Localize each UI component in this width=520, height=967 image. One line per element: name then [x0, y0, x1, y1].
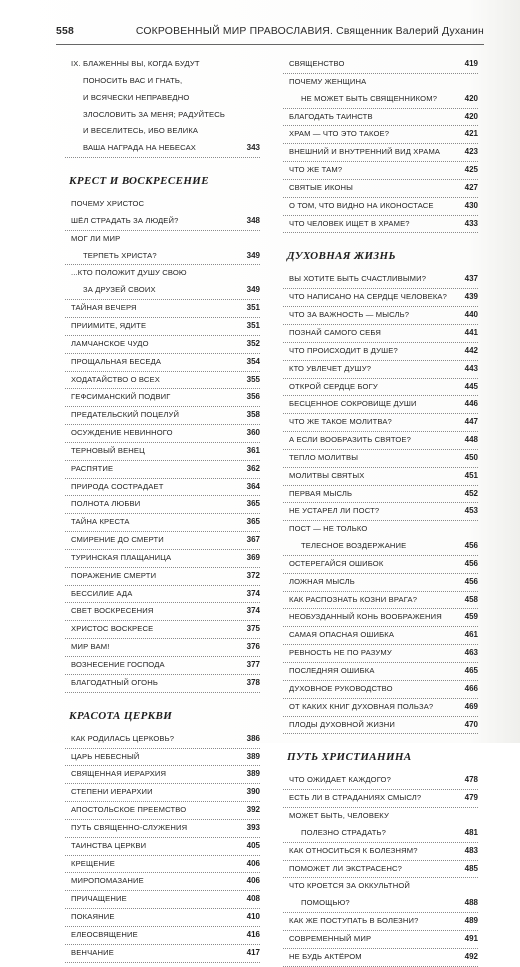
toc-entry-page: 481 — [464, 827, 478, 837]
toc-entry-page: 360 — [246, 428, 260, 438]
toc-entry — [283, 289, 478, 307]
toc-entry-page: 416 — [246, 929, 260, 939]
toc-entry-page: 369 — [246, 552, 260, 562]
toc-entry — [65, 496, 260, 514]
toc-entry — [283, 681, 478, 699]
toc-entry-title: ТЕПЛО МОЛИТВЫ — [289, 452, 359, 462]
toc-group — [283, 56, 478, 233]
toc-entry-title: ЛАМЧАНСКОЕ ЧУДО — [71, 338, 149, 348]
toc-entry-title: МИРОПОМАЗАНИЕ — [71, 876, 144, 886]
toc-entry-page: 456 — [464, 558, 478, 568]
toc-entry-title: ТАЙНА КРЕСТА — [71, 517, 130, 527]
toc-entry — [283, 198, 478, 216]
toc-entry-title: ...КТО ПОЛОЖИТ ДУШУ СВОЮ — [71, 268, 187, 278]
toc-entry — [65, 372, 260, 390]
toc-entry-title: ВАША НАГРАДА НА НЕБЕСАХ — [83, 143, 197, 153]
toc-entry-title: ОТКРОЙ СЕРДЦЕ БОГУ — [289, 381, 378, 391]
toc-entry-page: 427 — [464, 182, 478, 192]
toc-entry-title: ПРИИМИТЕ, ЯДИТЕ — [71, 320, 147, 330]
toc-entry-page: 456 — [464, 576, 478, 586]
toc-entry — [283, 790, 478, 808]
toc-entry-title: ЛОЖНАЯ МЫСЛЬ — [289, 576, 355, 586]
toc-entry-title: СВЯЩЕНСТВО — [289, 59, 345, 68]
toc-entry — [65, 282, 260, 300]
toc-entry-page: 458 — [464, 594, 478, 604]
toc-entry-title: ОТ КАКИХ КНИГ ДУХОВНАЯ ПОЛЬЗА? — [289, 701, 434, 711]
toc-entry-page: 410 — [246, 912, 260, 922]
toc-entry — [283, 126, 478, 144]
toc-group — [65, 731, 260, 963]
toc-entry-title: ЗА ДРУЗЕЙ СВОИХ — [83, 285, 156, 295]
toc-entry-title: СМИРЕНИЕ ДО СМЕРТИ — [71, 535, 164, 545]
toc-entry — [65, 621, 260, 639]
toc-entry-page: 377 — [246, 660, 260, 669]
toc-entry — [65, 586, 260, 604]
toc-entry-page: 417 — [246, 947, 260, 957]
toc-entry-page: 479 — [464, 793, 478, 803]
toc-entry-title: КАК РАСПОЗНАТЬ КОЗНИ ВРАГА? — [289, 594, 418, 604]
toc-entry-title: БЕССИЛИЕ АДА — [71, 588, 133, 598]
toc-entry-title: САМАЯ ОПАСНАЯ ОШИБКА — [289, 630, 395, 640]
toc-entry-page: 361 — [246, 445, 260, 455]
toc-entry-page: 440 — [464, 310, 478, 320]
running-header — [56, 22, 484, 45]
toc-entry-title: О ТОМ, ЧТО ВИДНО НА ИКОНОСТАСЕ — [289, 200, 434, 210]
toc-entry — [283, 861, 478, 879]
toc-entry — [65, 123, 260, 140]
toc-entry-title: ТАЙНАЯ ВЕЧЕРЯ — [71, 303, 137, 313]
toc-entry — [283, 808, 478, 825]
toc-entry-title: БЛАГОДАТНЫЙ ОГОНЬ — [71, 677, 158, 687]
toc-entry-page: 459 — [464, 612, 478, 622]
toc-entry — [283, 699, 478, 717]
toc-entry-title: IX. БЛАЖЕННЫ ВЫ, КОГДА БУДУТ — [71, 59, 200, 68]
toc-entry-title: ПОЗНАЙ САМОГО СЕБЯ — [289, 327, 382, 337]
toc-entry — [283, 717, 478, 735]
toc-entry-page: 351 — [246, 320, 260, 330]
toc-entry — [65, 336, 260, 354]
toc-entry — [65, 514, 260, 532]
toc-entry-page: 423 — [464, 147, 478, 157]
toc-entry — [283, 825, 478, 843]
toc-entry-title: ПЕРВАЯ МЫСЛЬ — [289, 488, 353, 498]
toc-entry — [65, 140, 260, 158]
toc-entry — [65, 639, 260, 657]
toc-entry — [65, 300, 260, 318]
toc-entry-title: ГЕФСИМАНСКИЙ ПОДВИГ — [71, 392, 171, 402]
page-number: 558 — [56, 26, 74, 37]
toc-entry — [65, 927, 260, 945]
toc-entry-title: КАК ЖЕ ПОСТУПАТЬ В БОЛЕЗНИ? — [289, 916, 419, 926]
toc-entry-title: ПОКАЯНИЕ — [71, 912, 115, 922]
toc-entry — [283, 486, 478, 504]
toc-group — [65, 196, 260, 693]
toc-entry-page: 425 — [464, 165, 478, 175]
toc-entry-page: 448 — [464, 435, 478, 445]
toc-entry-page: 453 — [464, 506, 478, 516]
toc-entry-page: 389 — [246, 751, 260, 761]
toc-entry-title: ВНЕШНИЙ И ВНУТРЕННИЙ ВИД ХРАМА — [289, 147, 441, 157]
toc-entry — [283, 843, 478, 861]
toc-entry — [65, 248, 260, 266]
toc-entry-title: ХРАМ — ЧТО ЭТО ТАКОЕ? — [289, 129, 390, 139]
toc-entry-page: 393 — [246, 822, 260, 832]
toc-entry-title: ПОЧЕМУ ЖЕНЩИНА — [289, 76, 367, 86]
toc-entry — [283, 162, 478, 180]
toc-entry-title: ЗЛОСЛОВИТЬ ЗА МЕНЯ; РАДУЙТЕСЬ — [83, 109, 226, 119]
toc-entry-title: НЕ МОЖЕТ БЫТЬ СВЯЩЕННИКОМ? — [301, 93, 438, 103]
toc-entry-page: 419 — [464, 59, 478, 68]
toc-entry-title: И ВЕСЕЛИТЕСЬ, ИБО ВЕЛИКА — [83, 126, 199, 136]
toc-entry — [283, 663, 478, 681]
toc-entry-page: 378 — [246, 677, 260, 687]
toc-entry — [65, 657, 260, 675]
toc-entry-title: АПОСТОЛЬСКОЕ ПРЕЕМСТВО — [71, 805, 187, 815]
toc-entry — [283, 521, 478, 538]
toc-entry — [65, 318, 260, 336]
toc-entry-page: 352 — [246, 338, 260, 348]
toc-entry — [283, 913, 478, 931]
toc-entry-page: 349 — [246, 250, 260, 260]
toc-entry-title: ХРИСТОС ВОСКРЕСЕ — [71, 624, 154, 634]
toc-entry — [65, 196, 260, 213]
toc-entry-page: 406 — [246, 876, 260, 886]
toc-entry-page: 405 — [246, 840, 260, 850]
toc-entry-page: 406 — [246, 858, 260, 868]
toc-entry — [65, 479, 260, 497]
toc-entry-title: ПРИЧАЩЕНИЕ — [71, 894, 127, 904]
toc-entry-title: КАК ОТНОСИТЬСЯ К БОЛЕЗНЯМ? — [289, 845, 418, 855]
toc-entry-page: 392 — [246, 805, 260, 815]
running-title: СОКРОВЕННЫЙ МИР ПРАВОСЛАВИЯ. Священник Валерий Духанин — [135, 26, 484, 37]
toc-entry — [65, 838, 260, 856]
toc-entry — [283, 74, 478, 91]
toc-entry-page: 465 — [464, 666, 478, 675]
toc-entry-page: 349 — [246, 285, 260, 295]
toc-entry-title: ХОДАТАЙСТВО О ВСЕХ — [71, 374, 160, 384]
toc-entry-title: ПОМОЖЕТ ЛИ ЭКСТРАСЕНС? — [289, 863, 402, 873]
toc-entry-page: 463 — [464, 648, 478, 658]
toc-entry-page: 451 — [464, 470, 478, 480]
toc-entry — [283, 574, 478, 592]
toc-entry-title: МОЖЕТ БЫТЬ, ЧЕЛОВЕКУ — [289, 811, 389, 821]
toc-entry-title: НЕОБУЗДАННЫЙ КОНЬ ВООБРАЖЕНИЯ — [289, 612, 442, 622]
toc-entry — [283, 307, 478, 325]
toc-entry-title: НЕ УСТАРЕЛ ЛИ ПОСТ? — [289, 506, 380, 516]
toc-entry-page: 478 — [464, 775, 478, 785]
toc-entry-title: СТЕПЕНИ ИЕРАРХИИ — [71, 787, 153, 797]
toc-entry-page: 374 — [246, 606, 260, 616]
toc-entry-page: 386 — [246, 733, 260, 743]
toc-entry-page: 450 — [464, 452, 478, 462]
toc-entry — [65, 532, 260, 550]
toc-entry-page: 351 — [246, 303, 260, 313]
toc-entry-title: ПОНОСИТЬ ВАС И ГНАТЬ, — [83, 75, 183, 85]
toc-entry-page: 356 — [246, 392, 260, 402]
toc-entry — [65, 56, 260, 73]
toc-entry-page: 446 — [464, 399, 478, 409]
toc-entry — [65, 909, 260, 927]
toc-entry-page: 469 — [464, 701, 478, 711]
toc-column-left — [65, 56, 260, 963]
toc-entry-page: 491 — [464, 933, 478, 943]
toc-entry — [65, 873, 260, 891]
toc-entry — [65, 603, 260, 621]
toc-entry — [65, 107, 260, 124]
toc-entry-title: ЧТО ЗА ВАЖНОСТЬ — МЫСЛЬ? — [289, 310, 410, 320]
toc-entry-page: 489 — [464, 916, 478, 926]
toc-entry — [283, 895, 478, 913]
toc-entry-title: ЧТО КРОЕТСЯ ЗА ОККУЛЬТНОЙ — [289, 881, 410, 891]
toc-entry — [65, 945, 260, 963]
toc-entry-title: ПРИРОДА СОСТРАДАЕТ — [71, 481, 164, 491]
toc-entry — [65, 550, 260, 568]
toc-entry-title: ЧТО ЖЕ ТАМ? — [289, 165, 343, 175]
toc-entry — [283, 645, 478, 663]
toc-entry — [283, 538, 478, 556]
toc-entry-page: 367 — [246, 535, 260, 545]
toc-entry-page: 470 — [464, 719, 478, 729]
toc-entry-page: 389 — [246, 769, 260, 779]
toc-entry-page: 365 — [246, 517, 260, 527]
toc-entry-page: 443 — [464, 363, 478, 373]
toc-entry-title: НЕ БУДЬ АКТЁРОМ — [289, 951, 362, 961]
toc-entry-title: БЕСЦЕННОЕ СОКРОВИЩЕ ДУШИ — [289, 399, 417, 409]
toc-entry-title: ЧТО ЧЕЛОВЕК ИЩЕТ В ХРАМЕ? — [289, 218, 410, 228]
toc-entry — [65, 425, 260, 443]
toc-entry-title: ПОМОЩЬЮ? — [301, 898, 350, 908]
toc-entry-page: 456 — [464, 541, 478, 551]
toc-entry — [283, 91, 478, 109]
section-heading-path: ПУТЬ ХРИСТИАНИНА — [287, 751, 412, 764]
toc-entry-page: 437 — [464, 274, 478, 284]
toc-entry-title: МИР ВАМ! — [71, 642, 110, 652]
toc-entry-page: 372 — [246, 570, 260, 580]
toc-entry-title: РЕВНОСТЬ НЕ ПО РАЗУМУ — [289, 648, 392, 658]
toc-entry-title: КТО УВЛЕЧЕТ ДУШУ? — [289, 363, 372, 373]
toc-entry-title: СВЕТ ВОСКРЕСЕНИЯ — [71, 606, 154, 616]
toc-entry-page: 364 — [246, 481, 260, 491]
toc-entry — [65, 407, 260, 425]
toc-entry — [65, 568, 260, 586]
toc-column-right — [283, 56, 478, 967]
toc-entry-page: 447 — [464, 417, 478, 427]
toc-entry-page: 343 — [246, 143, 260, 153]
toc-entry — [65, 766, 260, 784]
toc-entry — [283, 949, 478, 967]
toc-entry-page: 358 — [246, 410, 260, 420]
toc-entry-page: 430 — [464, 200, 478, 210]
toc-entry-title: ТЕЛЕСНОЕ ВОЗДЕРЖАНИЕ — [301, 541, 407, 551]
toc-entry-title: КАК РОДИЛАСЬ ЦЕРКОВЬ? — [71, 733, 175, 743]
toc-entry-title: ВЫ ХОТИТЕ БЫТЬ СЧАСТЛИВЫМИ? — [289, 274, 427, 284]
toc-entry-page: 439 — [464, 292, 478, 302]
toc-entry-title: ЧТО ПРОИСХОДИТ В ДУШЕ? — [289, 345, 398, 355]
toc-entry-title: ЕСТЬ ЛИ В СТРАДАНИЯХ СМЫСЛ? — [289, 793, 422, 803]
toc-entry-title: СВЯТЫЕ ИКОНЫ — [289, 182, 354, 192]
toc-entry-title: ПОЧЕМУ ХРИСТОС — [71, 199, 145, 209]
toc-entry-page: 355 — [246, 374, 260, 384]
toc-entry-title: ПРОЩАЛЬНАЯ БЕСЕДА — [71, 356, 162, 366]
toc-entry-page: 420 — [464, 93, 478, 103]
toc-entry-page: 362 — [246, 463, 260, 473]
toc-entry — [65, 73, 260, 90]
toc-entry — [283, 627, 478, 645]
toc-entry-page: 441 — [464, 327, 478, 337]
toc-entry — [283, 343, 478, 361]
toc-entry — [283, 609, 478, 627]
toc-entry-title: ПОЛНОТА ЛЮБВИ — [71, 499, 141, 509]
toc-entry — [65, 354, 260, 372]
toc-entry-title: ШЁЛ СТРАДАТЬ ЗА ЛЮДЕЙ? — [71, 215, 179, 225]
toc-entry — [65, 891, 260, 909]
toc-entry-page: 408 — [246, 894, 260, 904]
toc-entry — [65, 784, 260, 802]
toc-entry-title: ЧТО ЖЕ ТАКОЕ МОЛИТВА? — [289, 417, 392, 427]
toc-entry-page: 461 — [464, 630, 478, 640]
toc-entry — [65, 231, 260, 248]
section-heading-beauty: КРАСОТА ЦЕРКВИ — [69, 709, 173, 722]
toc-entry — [283, 931, 478, 949]
toc-entry — [65, 802, 260, 820]
toc-entry-title: ПОРАЖЕНИЕ СМЕРТИ — [71, 570, 157, 580]
toc-entry-page: 421 — [464, 129, 478, 139]
toc-entry-page: 376 — [246, 642, 260, 652]
toc-entry-title: ТЕРНОВЫЙ ВЕНЕЦ — [71, 445, 145, 455]
toc-entry-title: ЧТО НАПИСАНО НА СЕРДЦЕ ЧЕЛОВЕКА? — [289, 292, 447, 302]
toc-entry — [283, 325, 478, 343]
toc-entry-title: РАСПЯТИЕ — [71, 463, 114, 473]
toc-entry-title: ВЕНЧАНИЕ — [71, 947, 114, 957]
toc-entry-title: СОВРЕМЕННЫЙ МИР — [289, 933, 372, 943]
toc-entry — [65, 389, 260, 407]
toc-entry — [283, 592, 478, 610]
toc-entry — [65, 213, 260, 231]
toc-entry-page: 420 — [464, 111, 478, 121]
toc-entry-page: 348 — [246, 215, 260, 225]
toc-entry — [65, 265, 260, 282]
toc-entry — [283, 450, 478, 468]
toc-entry-title: ПОСТ — НЕ ТОЛЬКО — [289, 524, 368, 534]
toc-entry-title: ТЕРПЕТЬ ХРИСТА? — [83, 250, 157, 260]
section-heading-spiritual: ДУХОВНАЯ ЖИЗНЬ — [287, 250, 396, 263]
toc-entry — [65, 856, 260, 874]
toc-entry-page: 374 — [246, 588, 260, 598]
toc-entry-page: 485 — [464, 863, 478, 873]
toc-entry — [283, 271, 478, 289]
toc-entry-title: ТУРИНСКАЯ ПЛАЩАНИЦА — [71, 552, 172, 562]
toc-group — [65, 56, 260, 158]
toc-entry-title: ЕЛЕОСВЯЩЕНИЕ — [71, 929, 138, 939]
toc-entry-title: ЧТО ОЖИДАЕТ КАЖДОГО? — [289, 775, 391, 785]
toc-entry-page: 492 — [464, 951, 478, 961]
toc-entry — [283, 414, 478, 432]
toc-entry — [283, 556, 478, 574]
toc-entry-title: ОСУЖДЕНИЕ НЕВИННОГО — [71, 428, 173, 438]
toc-entry — [65, 749, 260, 767]
toc-entry-title: ПРЕДАТЕЛЬСКИЙ ПОЦЕЛУЙ — [71, 410, 180, 420]
toc-entry-page: 354 — [246, 356, 260, 366]
toc-entry — [65, 90, 260, 107]
toc-entry-title: КРЕЩЕНИЕ — [71, 858, 115, 868]
toc-entry — [283, 503, 478, 521]
toc-entry-title: ДУХОВНОЕ РУКОВОДСТВО — [289, 683, 393, 693]
toc-entry-page: 442 — [464, 345, 478, 355]
toc-entry-page: 466 — [464, 683, 478, 693]
toc-entry — [283, 878, 478, 895]
toc-entry-title: И ВСЯЧЕСКИ НЕПРАВЕДНО — [83, 92, 190, 102]
toc-entry — [283, 361, 478, 379]
toc-entry — [283, 144, 478, 162]
toc-entry-title: ОСТЕРЕГАЙСЯ ОШИБОК — [289, 558, 384, 568]
toc-entry-title: ПЛОДЫ ДУХОВНОЙ ЖИЗНИ — [289, 719, 395, 729]
toc-entry-title: ТАИНСТВА ЦЕРКВИ — [71, 840, 147, 850]
toc-entry-title: ВОЗНЕСЕНИЕ ГОСПОДА — [71, 660, 165, 669]
toc-entry-page: 390 — [246, 787, 260, 797]
toc-entry — [283, 109, 478, 127]
toc-entry-title: ПОСЛЕДНЯЯ ОШИБКА — [289, 666, 375, 675]
toc-entry-title: СВЯЩЕННАЯ ИЕРАРХИЯ — [71, 769, 167, 779]
toc-entry — [65, 820, 260, 838]
toc-entry-title: ПУТЬ СВЯЩЕННО-СЛУЖЕНИЯ — [71, 822, 188, 832]
toc-entry-page: 445 — [464, 381, 478, 391]
toc-entry-page: 452 — [464, 488, 478, 498]
toc-entry — [65, 675, 260, 693]
toc-entry-title: МОЛИТВЫ СВЯТЫХ — [289, 470, 365, 480]
toc-entry-title: БЛАГОДАТЬ ТАИНСТВ — [289, 111, 373, 121]
section-heading-cross: КРЕСТ И ВОСКРЕСЕНИЕ — [69, 175, 209, 188]
toc-entry — [283, 379, 478, 397]
toc-group — [283, 772, 478, 966]
toc-entry-title: ЦАРЬ НЕБЕСНЫЙ — [71, 751, 140, 761]
toc-entry-title: ПОЛЕЗНО СТРАДАТЬ? — [301, 827, 387, 837]
toc-entry-page: 483 — [464, 845, 478, 855]
toc-entry — [283, 216, 478, 234]
toc-entry-title: МОГ ЛИ МИР — [71, 233, 121, 243]
toc-entry-page: 488 — [464, 898, 478, 908]
toc-entry-page: 433 — [464, 218, 478, 228]
toc-entry — [283, 396, 478, 414]
toc-entry — [283, 432, 478, 450]
toc-group — [283, 271, 478, 734]
toc-entry — [283, 468, 478, 486]
toc-entry-page: 375 — [246, 624, 260, 634]
toc-entry — [65, 443, 260, 461]
toc-entry — [65, 731, 260, 749]
toc-entry — [283, 56, 478, 74]
toc-entry — [283, 180, 478, 198]
toc-entry — [65, 461, 260, 479]
toc-entry — [283, 772, 478, 790]
toc-entry-page: 365 — [246, 499, 260, 509]
toc-entry-title: А ЕСЛИ ВООБРАЗИТЬ СВЯТОЕ? — [289, 435, 411, 445]
